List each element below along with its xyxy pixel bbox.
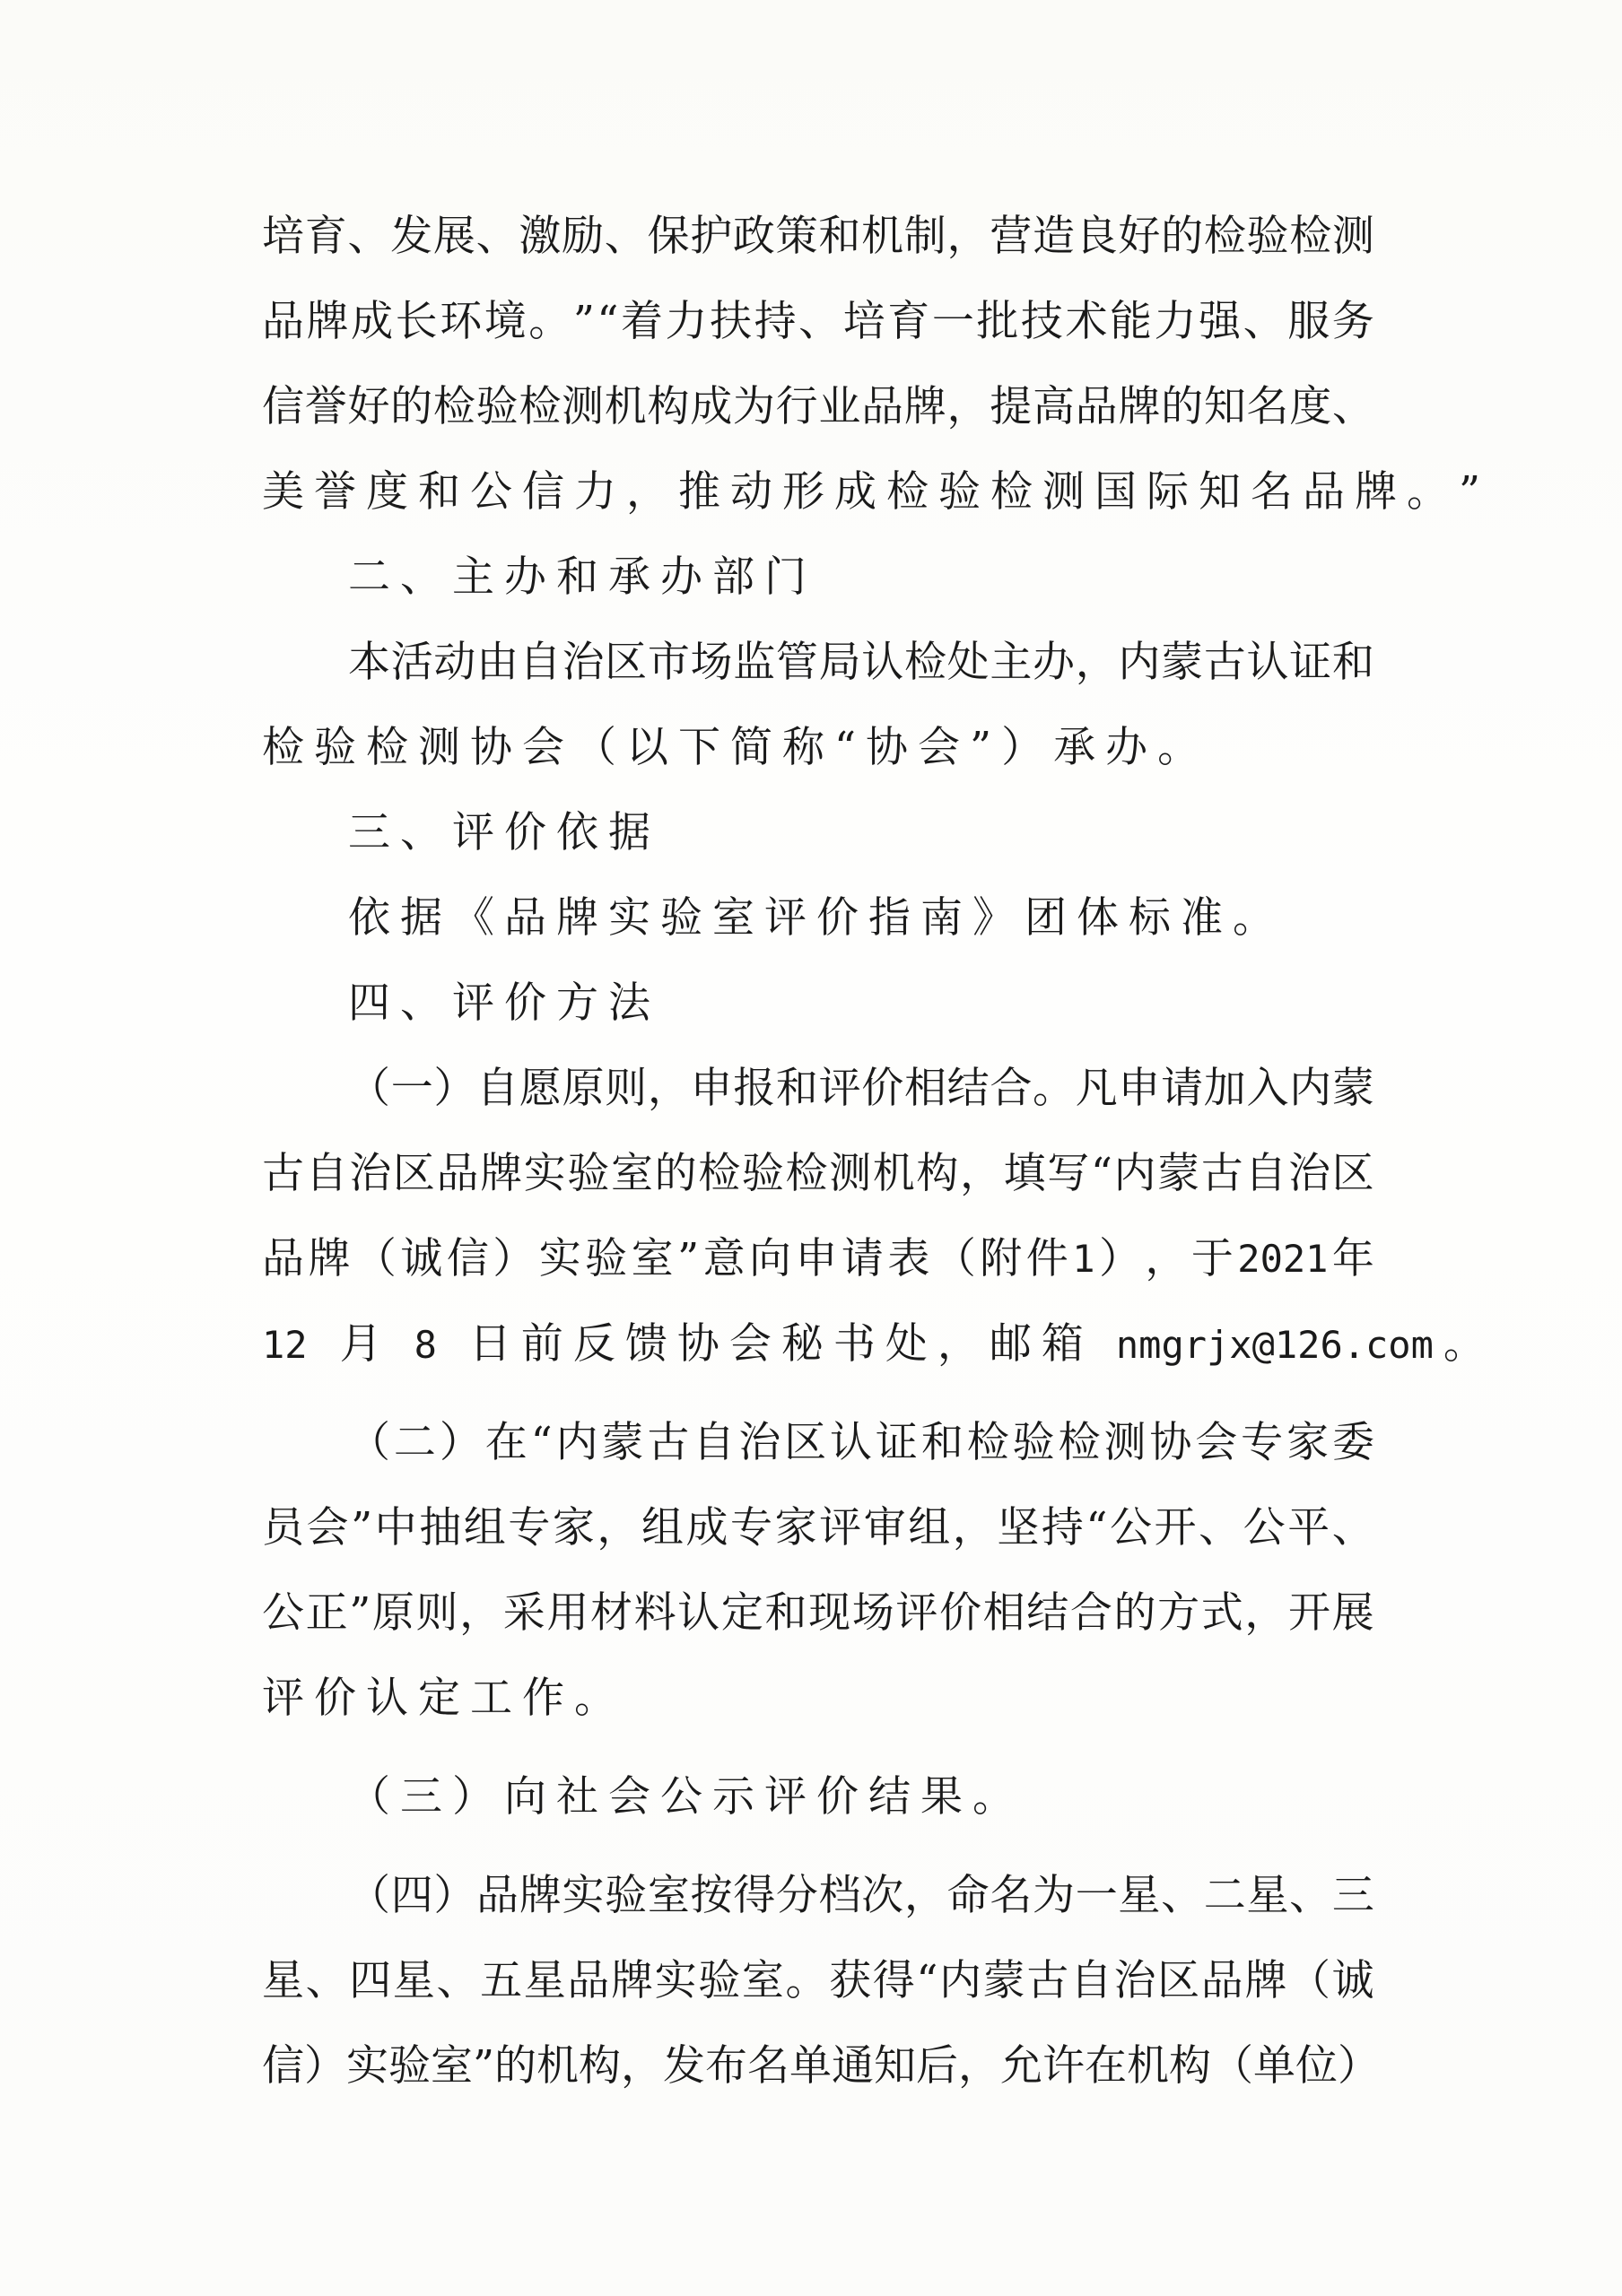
body-line: 培 育 、 发 展 、 激 励 、 保 护 政 策 和 机 制 ， 营 造 良 好 的 检 验 检 测	[262, 212, 1374, 261]
body-line: （ 一 ） 自 愿 原 则 ， 申 报 和 评 价 相 结 合 。 凡 申 请 加 入 内 蒙	[348, 1064, 1374, 1113]
section-heading: 三 、 评 价 依 据	[348, 808, 650, 857]
body-line: 星 、 四 星 、 五 星 品 牌 实 验 室 。 获 得 “ 内 蒙 古 自 治 区 品 牌 （ 诚	[262, 1956, 1374, 2005]
body-line: 公 正 ” 原 则 ， 采 用 材 料 认 定 和 现 场 评 价 相 结 合 的 方 式 ， 开 展	[262, 1588, 1374, 1638]
body-line: 评 价 认 定 工 作 。	[262, 1674, 616, 1723]
body-line: 品 牌 成 长 环 境 。 ” “ 着 力 扶 持 、 培 育 一 批 技 术 能 力 强 、 服 务	[262, 297, 1374, 346]
body-line: （ 三 ） 向 社 会 公 示 评 价 结 果 。	[348, 1772, 1015, 1822]
body-line: 品 牌 （ 诚 信 ） 实 验 室 ” 意 向 申 请 表 （ 附 件 1 ） ， 于 2021 年	[262, 1234, 1374, 1283]
body-line: （ 二 ） 在 “ 内 蒙 古 自 治 区 认 证 和 检 验 检 测 协 会 专 家 委	[348, 1418, 1374, 1467]
body-line: 依 据 《 品 牌 实 验 室 评 价 指 南 》 团 体 标 准 。	[348, 893, 1275, 943]
body-line: （ 四 ） 品 牌 实 验 室 按 得 分 档 次 ， 命 名 为 一 星 、 二 星 、 三	[348, 1871, 1374, 1920]
body-line: 检 验 检 测 协 会 （ 以 下 简 称 “ 协 会 ” ） 承 办 。	[262, 723, 1200, 772]
body-line: 美 誉 度 和 公 信 力 ， 推 动 形 成 检 验 检 测 国 际 知 名 品 牌 。 ”	[262, 467, 1481, 517]
body-line: 员 会 ” 中 抽 组 专 家 ， 组 成 专 家 评 审 组 ， 坚 持 “ 公 开 、 公 平 、	[262, 1503, 1374, 1552]
section-heading: 四 、 评 价 方 法	[348, 978, 650, 1028]
body-line: 古 自 治 区 品 牌 实 验 室 的 检 验 检 测 机 构 ， 填 写 “ 内 蒙 古 自 治 区	[262, 1149, 1374, 1198]
body-line: 本 活 动 由 自 治 区 市 场 监 管 局 认 检 处 主 办 ， 内 蒙 古 认 证 和	[348, 638, 1374, 687]
section-heading: 二 、 主 办 和 承 办 部 门	[348, 552, 807, 602]
body-line-email: 12 月 8 日 前 反 馈 协 会 秘 书 处 ， 邮 箱 nmgrjx@126.com 。	[262, 1319, 1486, 1369]
body-line: 信 誉 好 的 检 验 检 测 机 构 成 为 行 业 品 牌 ， 提 高 品 牌 的 知 名 度 、	[262, 382, 1374, 431]
body-line: 信 ） 实 验 室 ” 的 机 构 ， 发 布 名 单 通 知 后 ， 允 许 在 机 构 （ 单 位 ）	[262, 2041, 1381, 2091]
